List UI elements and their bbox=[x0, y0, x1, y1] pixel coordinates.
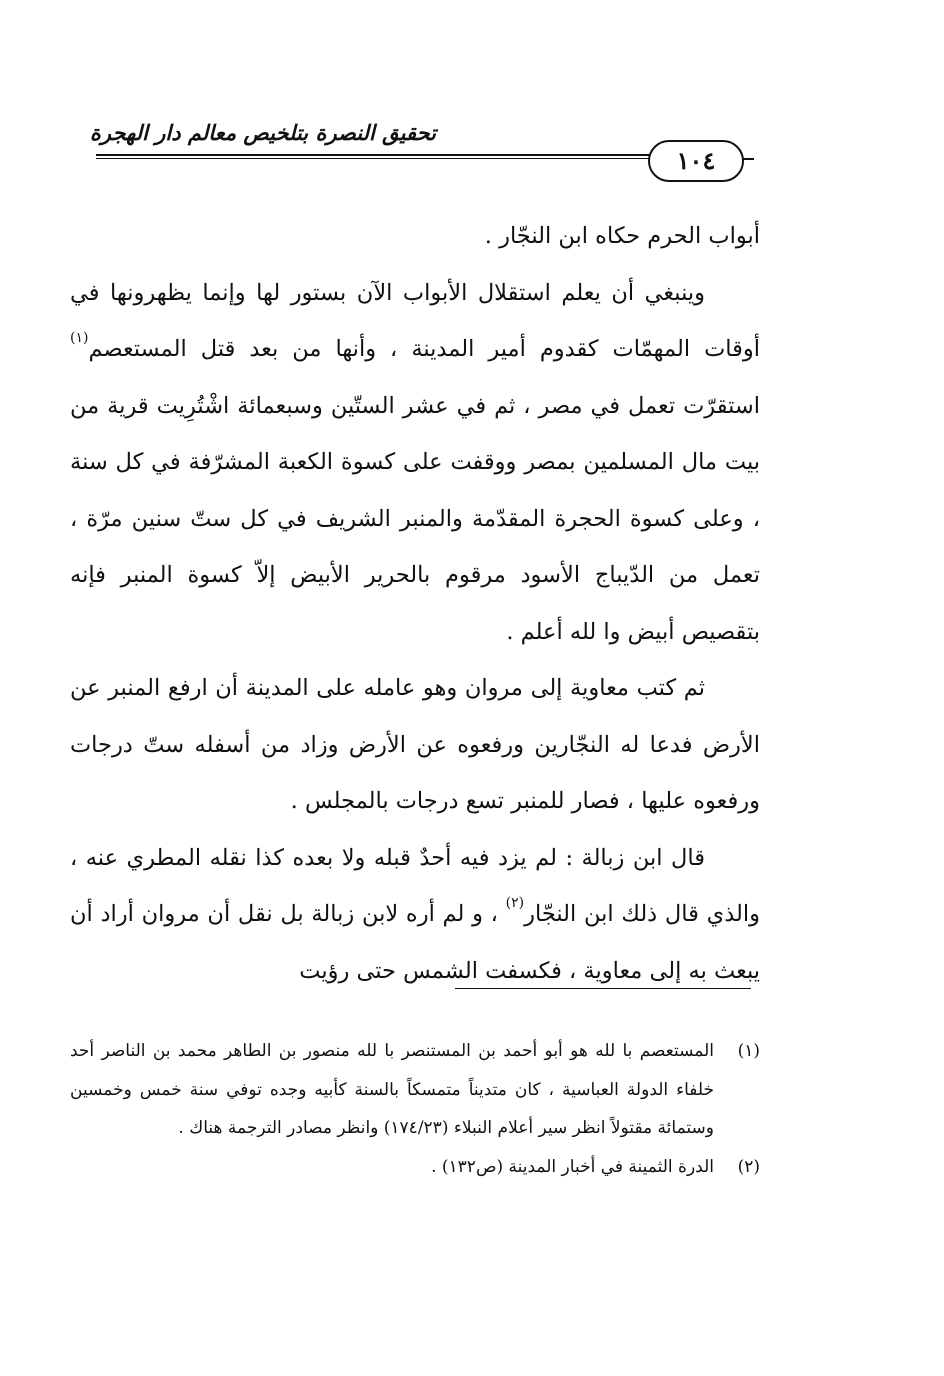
book-title: تحقيق النصرة بتلخيص معالم دار الهجرة bbox=[89, 120, 436, 145]
footnote-separator bbox=[455, 988, 751, 989]
paragraph-2-part-1: وينبغي أن يعلم استقلال الأبواب الآن بستور لها وإنما يظهرونها في أوقات المهمّات كقدوم أمير المدينة ، وأنها من بعد قتل المستعصم bbox=[70, 279, 760, 362]
footnote-ref-1[interactable]: (١) bbox=[70, 330, 89, 346]
paragraph-1: أبواب الحرم حكاه ابن النجّار . bbox=[484, 223, 760, 249]
footnote-2 bbox=[70, 1148, 760, 1187]
paragraph-4 bbox=[70, 830, 760, 1000]
footnote-2-number: (٢) bbox=[737, 1156, 760, 1177]
main-text bbox=[70, 208, 760, 999]
footnote-1-text: المستعصم با لله هو أبو أحمد بن المستنصر با لله منصور بن الطاهر محمد بن الناصر أحد خلفاء الدولة العباسية ، كان متديناً متمسكاً بالسنة كأبيه وجده توفي سنة خمس وخمسين وستمائة مقتولاً انظر سير أعلام النبلاء (١٧٤/٢٣) وانظر مصادر الترجمة هناك . bbox=[70, 1041, 714, 1138]
page-number: ١٠٤ bbox=[648, 140, 744, 182]
footnote-ref-2[interactable]: (٢) bbox=[505, 895, 525, 911]
header-rule bbox=[96, 154, 656, 159]
paragraph-4-part-1: قال ابن زبالة : لم يزد فيه أحدٌ قبله ولا بعده كذا نقله المطري عنه ، والذي قال ذلك ابن النجّار bbox=[70, 844, 760, 927]
paragraph-2-part-2: استقرّت تعمل في مصر ، ثم في عشر الستّين وسبعمائة اشْتُرِيت قرية من بيت مال المسلمين بمصر ووقفت على كسوة الكعبة المشرّفة في كل سنة ، وعلى كسوة الحجرة المقدّمة والمنبر الشريف في كل ستّ سنين مرّة ، تعمل من الدّيباج الأسود مرقوم بالحرير الأبيض إلاّ كسوة المنبر فإنه بتقصيص أبيض وا لله أعلم . bbox=[70, 392, 760, 645]
footnote-2-text: الدرة الثمينة في أخبار المدينة (ص١٣٢) . bbox=[431, 1156, 714, 1177]
paragraph-2 bbox=[70, 265, 760, 661]
footnote-1-number: (١) bbox=[737, 1041, 760, 1061]
paragraph-3: ثم كتب معاوية إلى مروان وهو عامله على المدينة أن ارفع المنبر عن الأرض فدعا له النجّارين ورفعوه عن الأرض وزاد من أسفله ستّ درجات ورفعوه عليها ، فصار للمنبر تسع درجات بالمجلس . bbox=[70, 675, 760, 814]
footnote-1 bbox=[70, 1032, 760, 1148]
footnotes bbox=[70, 1032, 760, 1186]
paragraph-4-part-2: ، و لم أره لابن زبالة بل نقل أن مروان أراد أن يبعث به إلى معاوية ، فكسفت الشمس حتى رؤيت bbox=[70, 901, 760, 984]
